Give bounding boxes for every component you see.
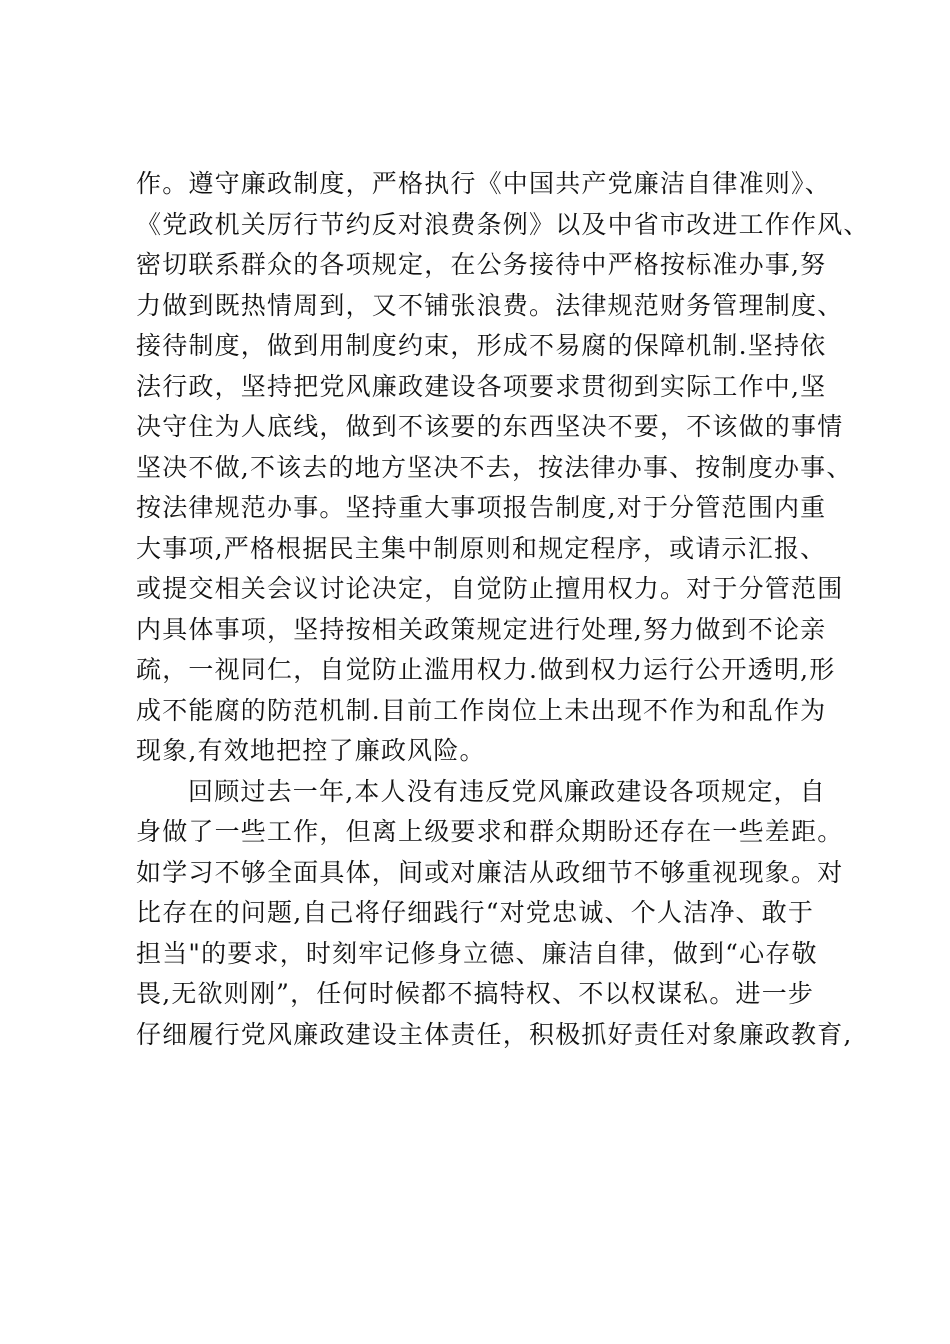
text-line: 坚决不做,不该去的地方坚决不去，按法律办事、按制度办事、	[136, 452, 853, 482]
text-line: 法行政，坚持把党风廉政建设各项要求贯彻到实际工作中,坚	[136, 371, 827, 401]
text-line: 决守住为人底线，做到不该要的东西坚决不要，不该做的事情	[136, 412, 844, 441]
text-line: 作。遵守廉政制度，严格执行《中国共产党廉洁自律准则》、	[136, 169, 831, 198]
text-line: 现象,有效地把控了廉政风险。	[136, 736, 486, 765]
text-line: 担当"的要求，时刻牢记修身立德、廉洁自律，做到“心存敬	[136, 938, 818, 968]
text-line: 身做了一些工作，但离上级要求和群众期盼还存在一些差距。	[136, 817, 844, 846]
text-line: 成不能腐的防范机制.目前工作岗位上未出现不作为和乱作为	[136, 695, 827, 725]
text-line: 如学习不够全面具体，间或对廉洁从政细节不够重视现象。对	[136, 857, 844, 887]
text-line: 大事项,严格根据民主集中制原则和规定程序，或请示汇报、	[136, 533, 827, 563]
text-line: 密切联系群众的各项规定，在公务接待中严格按标准办事,努	[136, 250, 827, 279]
text-line: 力做到既热情周到，又不铺张浪费。法律规范财务管理制度、	[136, 290, 844, 320]
text-line: 按法律规范办事。坚持重大事项报告制度,对于分管范围内重	[136, 493, 827, 522]
text-line: 比存在的问题,自己将仔细践行“对党忠诚、个人洁净、敢于	[136, 898, 815, 927]
body-text	[136, 164, 870, 1055]
text-line: 仔细履行党风廉政建设主体责任，积极抓好责任对象廉政教育,	[136, 1019, 853, 1049]
text-line: 接待制度，做到用制度约束，形成不易腐的保障机制.坚持依	[136, 331, 827, 360]
text-line: 疏，一视同仁，自觉防止滥用权力.做到权力运行公开透明,形	[136, 655, 836, 684]
text-line: 内具体事项，坚持按相关政策规定进行处理,努力做到不论亲	[136, 614, 827, 644]
paragraph-first-line: 回顾过去一年,本人没有违反党风廉政建设各项规定，自	[188, 776, 826, 806]
text-line: 《党政机关厉行节约反对浪费条例》以及中省市改进工作作风、	[136, 209, 870, 239]
text-line: 或提交相关会议讨论决定，自觉防止擅用权力。对于分管范围	[136, 574, 844, 603]
text-line: 畏,无欲则刚”，任何时候都不搞特权、不以权谋私。进一步	[136, 979, 815, 1008]
